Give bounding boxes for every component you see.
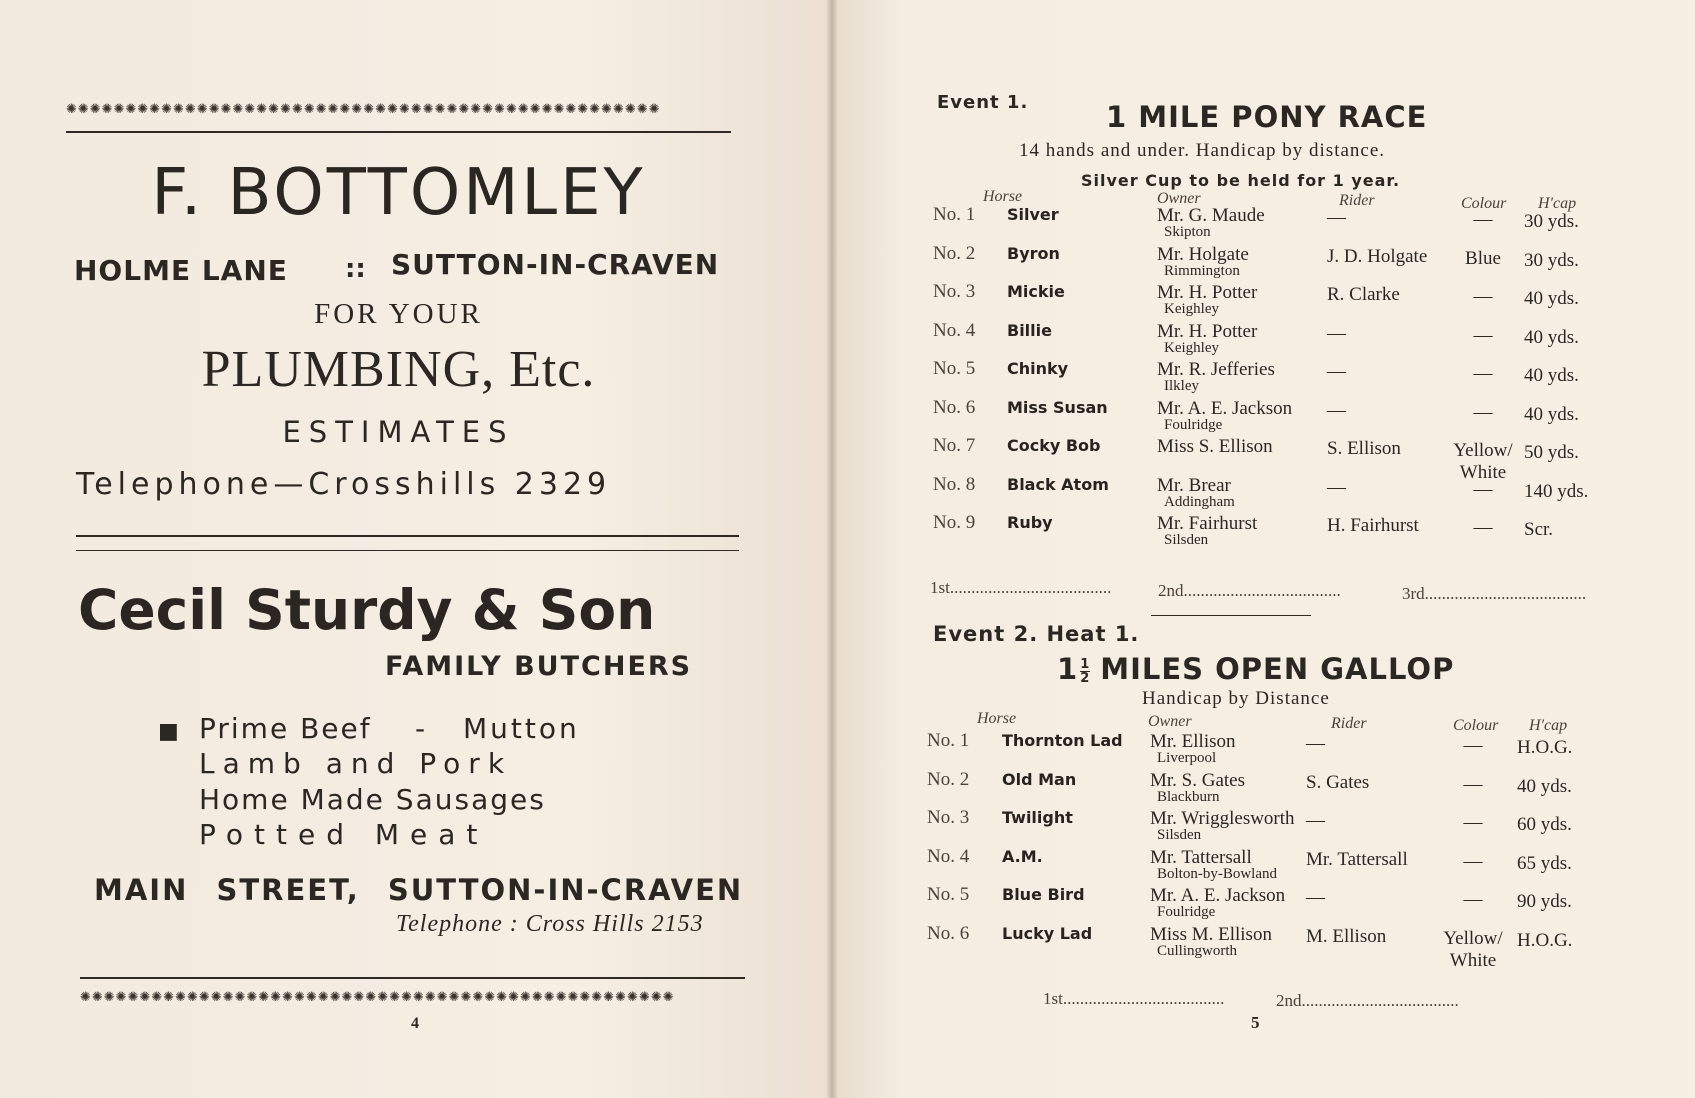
place-first: 1st...................................... xyxy=(930,578,1112,597)
entry-rider: — xyxy=(1306,810,1325,831)
column-header-hcap: H'cap xyxy=(1538,195,1577,212)
page-4 xyxy=(0,0,834,1098)
entry-horse: Black Atom xyxy=(1007,474,1109,494)
entry-horse: Chinky xyxy=(1007,359,1069,378)
entry-colour: — xyxy=(1463,889,1483,910)
entry-horse: Twilight xyxy=(1002,808,1073,827)
event-label: Event 2. Heat 1. xyxy=(933,622,1140,646)
entry-owner: Mr. H. Potter xyxy=(1157,282,1258,303)
entry-owner: Mr. S. Gates xyxy=(1150,769,1245,791)
entry-colour: — xyxy=(1463,735,1483,756)
page-5 xyxy=(834,0,1695,1098)
entry-no: No. 7 xyxy=(933,435,976,456)
entry-rider: M. Ellison xyxy=(1306,925,1387,947)
entry-town: Skipton xyxy=(1164,224,1211,240)
entry-no: No. 1 xyxy=(933,204,976,225)
entry-horse: Blue Bird xyxy=(1002,885,1085,904)
entry-owner: Mr. Fairhurst xyxy=(1157,513,1258,534)
entry-hcap: 140 yds. xyxy=(1524,480,1589,502)
entry-horse: Silver xyxy=(1007,205,1059,224)
entry-colour: Yellow/ White xyxy=(1443,927,1503,971)
entry-hcap: 65 yds. xyxy=(1517,852,1572,874)
entry-owner: Mr. A. E. Jackson xyxy=(1157,397,1293,419)
entry-no: No. 6 xyxy=(933,396,976,418)
entry-colour: — xyxy=(1473,517,1493,538)
title-whole: 1 xyxy=(1057,652,1079,686)
for-your-text: FOR YOUR xyxy=(314,298,483,330)
address-street: HOLME LANE xyxy=(74,254,288,287)
entry-colour: — xyxy=(1463,812,1483,833)
entry-no: No. 3 xyxy=(933,281,976,302)
entry-horse: A.M. xyxy=(1002,846,1043,866)
entry-no: No. 5 xyxy=(933,358,976,379)
page-number: 4 xyxy=(411,1015,419,1032)
column-header-owner: Owner xyxy=(1157,190,1201,207)
entry-no: No. 2 xyxy=(933,242,976,264)
entry-rider: S. Ellison xyxy=(1327,438,1401,459)
entry-hcap: 90 yds. xyxy=(1517,891,1572,912)
column-header-colour: Colour xyxy=(1453,717,1499,734)
rule xyxy=(66,131,731,133)
rule xyxy=(80,977,745,979)
entry-horse: Ruby xyxy=(1007,513,1053,532)
entry-hcap: H.O.G. xyxy=(1517,929,1573,951)
entry-rider: H. Fairhurst xyxy=(1327,515,1419,536)
entry-town: Keighley xyxy=(1164,339,1219,356)
entry-rider: — xyxy=(1327,207,1346,228)
place-third: 3rd...................................... xyxy=(1402,584,1587,603)
entry-horse: Byron xyxy=(1007,243,1060,263)
entry-town: Silsden xyxy=(1157,827,1202,843)
entry-town: Liverpool xyxy=(1157,750,1217,766)
entry-rider: J. D. Holgate xyxy=(1327,245,1428,267)
entry-rider: — xyxy=(1327,322,1346,344)
entry-rider: — xyxy=(1327,399,1346,421)
entry-rider: — xyxy=(1306,887,1325,908)
advertiser-name: F. BOTTOMLEY xyxy=(151,156,646,230)
column-header-horse: Horse xyxy=(977,710,1017,727)
advertiser-name: Cecil Sturdy & Son xyxy=(78,578,656,642)
book-gutter xyxy=(826,0,838,1098)
entry-hcap: 40 yds. xyxy=(1517,775,1572,797)
entry-colour: Yellow/ White xyxy=(1453,440,1513,483)
column-header-colour: Colour xyxy=(1461,195,1507,212)
entry-hcap: 40 yds. xyxy=(1524,288,1579,309)
entry-horse: Lucky Lad xyxy=(1002,923,1093,943)
entry-rider: — xyxy=(1306,733,1325,754)
entry-colour: Blue xyxy=(1465,247,1501,269)
entry-hcap: 40 yds. xyxy=(1524,403,1579,425)
rule xyxy=(76,550,739,551)
entry-no: No. 3 xyxy=(927,807,970,828)
fraction-numerator: 1 xyxy=(1080,656,1091,672)
entry-owner: Mr. H. Potter xyxy=(1157,320,1258,342)
entry-town: Cullingworth xyxy=(1157,942,1238,959)
butchers-subtitle: FAMILY BUTCHERS xyxy=(385,651,693,682)
entry-owner: Mr. Ellison xyxy=(1150,731,1236,752)
event-subtitle: 14 hands and under. Handicap by distance. xyxy=(1019,140,1386,161)
place-first: 1st...................................... xyxy=(1043,989,1225,1008)
entry-colour: — xyxy=(1473,401,1493,423)
estimates-text: ESTIMATES xyxy=(282,415,515,449)
decorative-border-top: ✺✺✺✺✺✺✺✺✺✺✺✺✺✺✺✺✺✺✺✺✺✺✺✺✺✺✺✺✺✺✺✺✺✺✺✺✺✺✺✺✺✺✺✺✺✺✺✺✺✺ xyxy=(66,102,661,117)
entry-owner: Mr. Brear xyxy=(1157,474,1231,496)
entry-owner: Mr. G. Maude xyxy=(1157,205,1265,226)
entry-horse: Miss Susan xyxy=(1007,397,1108,417)
event-prize: Silver Cup to be held for 1 year. xyxy=(1081,171,1401,190)
entry-horse: Mickie xyxy=(1007,282,1065,301)
entry-town: Blackburn xyxy=(1157,788,1220,805)
column-header-owner: Owner xyxy=(1148,713,1192,730)
entry-no: No. 4 xyxy=(927,845,970,867)
entry-rider: R. Clarke xyxy=(1327,284,1400,305)
entry-no: No. 8 xyxy=(933,473,976,495)
title-fraction xyxy=(1080,658,1090,685)
entry-colour: — xyxy=(1473,478,1493,500)
rule xyxy=(76,535,739,537)
butcher-telephone: Telephone : Cross Hills 2153 xyxy=(396,911,704,937)
entry-no: No. 9 xyxy=(933,512,976,533)
entry-owner: Miss S. Ellison xyxy=(1157,436,1273,457)
column-header-hcap: H'cap xyxy=(1529,717,1568,734)
product-item: Potted Meat xyxy=(199,818,489,851)
product-item: Mutton xyxy=(463,712,580,745)
entry-hcap: 30 yds. xyxy=(1524,249,1579,271)
entry-colour: — xyxy=(1473,324,1493,346)
entry-no: No. 5 xyxy=(927,884,970,905)
address-town: SUTTON-IN-CRAVEN xyxy=(391,248,720,281)
entry-horse: Cocky Bob xyxy=(1007,436,1101,455)
entry-horse: Billie xyxy=(1007,320,1052,340)
entry-owner: Miss M. Ellison xyxy=(1150,923,1272,945)
entry-hcap: H.O.G. xyxy=(1517,737,1573,758)
entry-no: No. 2 xyxy=(927,768,970,790)
entry-town: Ilkley xyxy=(1164,378,1199,394)
address-separator: :: xyxy=(345,254,366,284)
entry-owner: Mr. Holgate xyxy=(1157,243,1249,265)
entry-colour: — xyxy=(1473,209,1493,230)
entry-town: Foulridge xyxy=(1164,416,1223,433)
entry-no: No. 4 xyxy=(933,319,976,341)
entry-horse: Old Man xyxy=(1002,769,1077,789)
entry-colour: — xyxy=(1463,773,1483,795)
entry-owner: Mr. Tattersall xyxy=(1150,846,1252,868)
column-header-rider: Rider xyxy=(1331,715,1367,732)
event-title xyxy=(1057,652,1454,686)
decorative-border-bottom: ✺✺✺✺✺✺✺✺✺✺✺✺✺✺✺✺✺✺✺✺✺✺✺✺✺✺✺✺✺✺✺✺✺✺✺✺✺✺✺✺✺✺✺✺✺✺✺✺✺✺ xyxy=(80,990,675,1005)
entry-hcap: 40 yds. xyxy=(1524,365,1579,386)
entry-town: Addingham xyxy=(1164,493,1235,510)
event-subtitle: Handicap by Distance xyxy=(1142,688,1330,709)
entry-town: Rimmington xyxy=(1164,262,1240,279)
place-second: 2nd..................................... xyxy=(1158,581,1341,600)
entry-no: No. 6 xyxy=(927,922,970,944)
title-rest: MILES OPEN GALLOP xyxy=(1100,652,1455,686)
column-header-rider: Rider xyxy=(1339,192,1375,209)
entry-rider: S. Gates xyxy=(1306,771,1370,793)
butcher-address: MAIN STREET, SUTTON-IN-CRAVEN xyxy=(94,873,744,907)
entry-colour: — xyxy=(1473,363,1493,384)
entry-rider: — xyxy=(1327,361,1346,382)
entry-hcap: 60 yds. xyxy=(1517,814,1572,835)
entry-owner: Mr. Wrigglesworth xyxy=(1150,808,1295,829)
entry-colour: — xyxy=(1463,850,1483,872)
bullet-icon: ■ xyxy=(158,719,179,744)
entry-rider: — xyxy=(1327,476,1346,498)
entry-colour: — xyxy=(1473,286,1493,307)
entry-town: Foulridge xyxy=(1157,904,1216,920)
bottomley-telephone: Telephone—Crosshills 2329 xyxy=(76,467,612,502)
page-number: 5 xyxy=(1251,1013,1260,1032)
rule xyxy=(1151,615,1311,616)
entry-rider: Mr. Tattersall xyxy=(1306,848,1408,870)
product-item: - xyxy=(415,712,426,745)
entry-hcap: Scr. xyxy=(1524,519,1554,540)
entry-horse: Thornton Lad xyxy=(1002,731,1123,750)
entry-hcap: 40 yds. xyxy=(1524,326,1579,348)
entry-town: Keighley xyxy=(1164,301,1219,317)
event-title: 1 MILE PONY RACE xyxy=(1106,100,1428,134)
plumbing-heading: PLUMBING, Etc. xyxy=(201,341,596,398)
product-item: Lamb and Pork xyxy=(199,747,513,780)
fraction-denominator: 2 xyxy=(1080,670,1091,686)
entry-no: No. 1 xyxy=(927,730,970,751)
event-label: Event 1. xyxy=(937,92,1029,113)
product-item: Home Made Sausages xyxy=(199,783,546,816)
column-header-horse: Horse xyxy=(983,188,1023,205)
place-second: 2nd..................................... xyxy=(1276,991,1459,1010)
entry-town: Bolton-by-Bowland xyxy=(1157,865,1277,882)
entry-town: Silsden xyxy=(1164,532,1209,548)
entry-hcap: 30 yds. xyxy=(1524,211,1579,232)
entry-owner: Mr. R. Jefferies xyxy=(1157,359,1275,380)
entry-owner: Mr. A. E. Jackson xyxy=(1150,885,1286,906)
product-item: Prime Beef xyxy=(199,712,372,745)
entry-hcap: 50 yds. xyxy=(1524,442,1579,463)
